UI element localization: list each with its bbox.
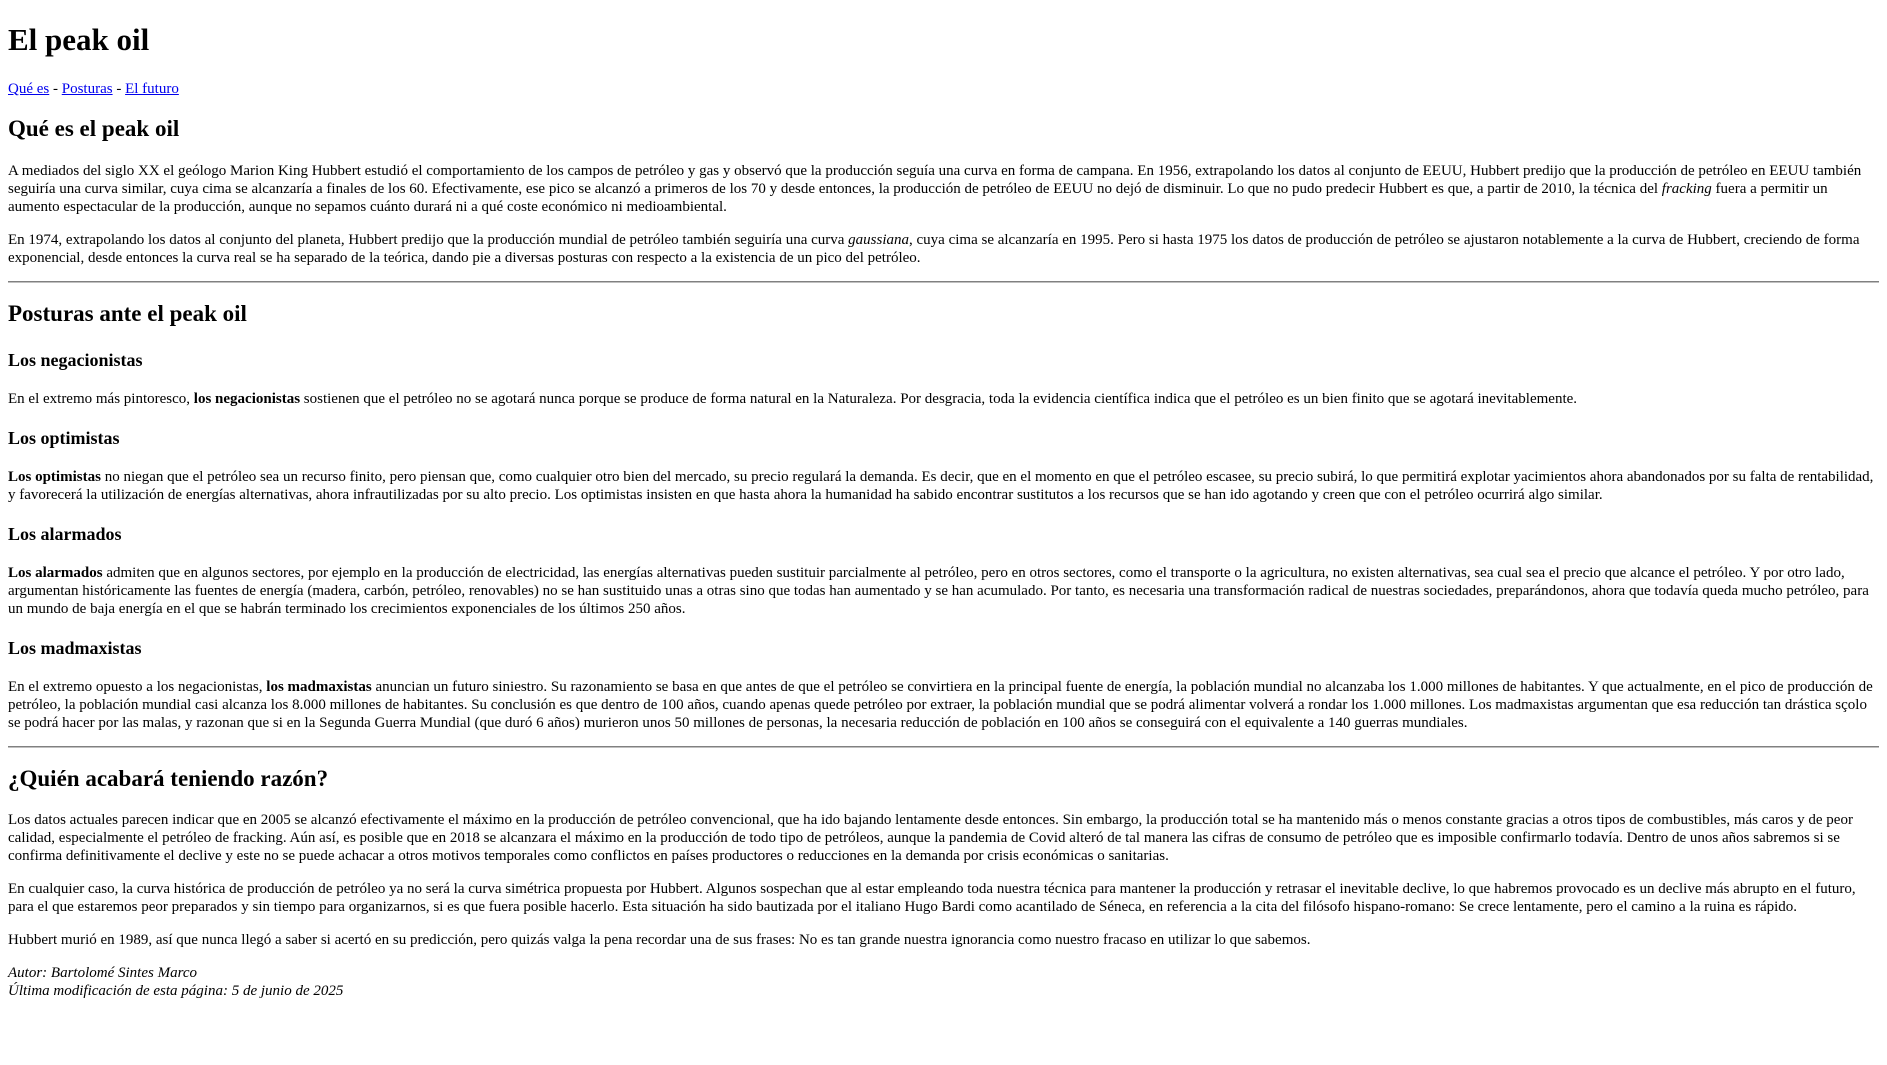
page [0, 22, 1887, 1000]
footer-last-modified: Última modificación de esta página: 5 de junio de 2025 [8, 983, 344, 999]
subheading-alarmados: Los alarmados [8, 524, 122, 544]
paragraph-future-3: Hubbert murió en 1989, así que nunca llegó a saber si acertó en su predicción, pero quizás valga la pena recordar una de sus frases: No es tan grande nuestra ignorancia como nuestro fracaso en utilizar lo que sabemos. [8, 932, 1311, 948]
page-title: El peak oil [8, 22, 150, 57]
paragraph-future-1: Los datos actuales parecen indicar que en 2005 se alcanzó efectivamente el máximo en la producción de petróleo convencional, que ha ido bajando lentamente desde entonces. Sin embargo, la producción total se ha mantenido más o menos constante gracias a otros tipos de combustibles, más caros y de peor calidad, especialmente el petróleo de fracking. Aún así, es posible que en 2018 se alcanzara el máximo en la producción de todo tipo de petróleos, aunque la pandemia de Covid alteró de tal manera las cifras de consumo de petróleo que es imposible confirmarlo todavía. Dentro de unos años sabremos si se confirma definitivamente el declive y este no se puede achacar a otros motivos temporales como conflictos en países productores o reducciones en la demanda por crisis económicas o sanitarias. [8, 812, 1853, 864]
text-span: sostienen que el petróleo no se agotará nunca porque se produce de forma natural en la Naturaleza. Por desgracia, toda la evidencia científica indica que el petróleo es un bien finito que se agotará inevitablemente. [300, 391, 1578, 407]
text-span: En 1974, extrapolando los datos al conjunto del planeta, Hubbert predijo que la producción mundial de petróleo también seguiría una curva [8, 232, 849, 248]
paragraph-what-2 [8, 231, 1879, 267]
emphasis-gaussiana: gaussiana [848, 232, 910, 248]
bold-term: Los optimistas [8, 469, 101, 485]
divider [8, 746, 1879, 748]
text-span: , cuya cima se alcanzaría en 1995. Pero si hasta 1975 los datos de producción de petróleo se ajustaron notablemente a la curva de Hubbert, creciendo de forma exponencial, desde entonces la curva real se ha separado de la teórica, dando pie a diversas posturas con respecto a la existencia de un pico del petróleo. [8, 232, 1860, 266]
section-heading-future: ¿Quién acabará teniendo razón? [8, 766, 329, 791]
subheading-optimistas: Los optimistas [8, 428, 120, 448]
text-span: A mediados del siglo XX el geólogo Marion King Hubbert estudió el comportamiento de los campos de petróleo y gas y observó que la producción seguía una curva en forma de campana. En 1956, extrapolando los datos al conjunto de EEUU, Hubbert predijo que la producción de petróleo en EEUU también seguiría una curva similar, cuya cima se alcanzaría a finales de los 60. Efectivamente, ese pico se alcanzó a primeros de los 70 y desde entonces, la producción de petróleo de EEUU no dejó de disminuir. Lo que no pudo predecir Hubbert es que, a partir de 2010, la técnica del [8, 163, 1862, 197]
section-heading-postures: Posturas ante el peak oil [8, 301, 247, 326]
text-span: no niegan que el petróleo sea un recurso finito, pero piensan que, como cualquier otro bien del mercado, su precio regulará la demanda. Es decir, que en el momento en que el petróleo escasee, su precio subirá, lo que permitirá explotar yacimientos ahora abandonados por su falta de rentabilidad, y favorecerá la utilización de energías alternativas, ahora infrautilizadas por su alto precio. Los optimistas insisten en que hasta ahora la humanidad ha sabido encontrar sustitutos a los recursos que se han ido agotando y creen que con el petróleo ocurrirá algo similar. [8, 469, 1874, 503]
nav-link-futuro[interactable]: El futuro [125, 81, 179, 97]
divider [8, 281, 1879, 283]
subheading-madmaxistas: Los madmaxistas [8, 638, 142, 658]
emphasis-fracking: fracking [1661, 181, 1712, 197]
nav-link-que-es[interactable]: Qué es [8, 81, 50, 97]
footer-author: Autor: Bartolomé Sintes Marco [8, 965, 198, 981]
footer [8, 964, 1879, 1000]
text-span: admiten que en algunos sectores, por ejemplo en la producción de electricidad, las energías alternativas pueden sustituir parcialmente al petróleo, pero en otros sectores, como el transporte o la agricultura, no existen alternativas, sea cual sea el precio que alcance el petróleo. Y por otro lado, argumentan históricamente las fuentes de energía (madera, carbón, petróleo, renovables) no se han sustituido unas a otras sino que todas han aumentado y se han acumulado. Por tanto, es necesaria una transformación radical de nuestras sociedades, preparándonos, ahora que todavía queda mucho petróleo, para un mundo de baja energía en el que se habrán terminado los crecimientos exponenciales de los últimos 250 años. [8, 565, 1869, 617]
paragraph-what-1 [8, 162, 1879, 216]
bold-term: los madmaxistas [266, 679, 372, 695]
text-span: En el extremo más pintoresco, [8, 391, 194, 407]
text-span: fuera a permitir un aumento espectacular de la producción, aunque no sepamos cuánto durará ni a qué coste económico ni medioambiental. [8, 181, 1828, 215]
bold-term: Los alarmados [8, 565, 103, 581]
subheading-negacionistas: Los negacionistas [8, 350, 143, 370]
nav-separator: - [49, 81, 62, 97]
paragraph-optimistas [8, 468, 1879, 504]
section-heading-what: Qué es el peak oil [8, 116, 180, 141]
text-span: anuncian un futuro siniestro. Su razonamiento se basa en que antes de que el petróleo se convirtiera en la principal fuente de energía, la población mundial no alcanzaba los 1.000 millones de habitantes. Y que actualmente, en el pico de producción de petróleo, la población mundial casi alcanza los 8.000 millones de habitantes. Su conclusión es que dentro de 100 años, cuando apenas quede petróleo por extraer, la población mundial que se podrá alimentar volverá a rondar los 1.000 millones. Los madmaxistas argumentan que esa reducción tan drástica sçolo se podrá hacer por las malas, y razonan que si en la Segunda Guerra Mundial (que duró 6 años) murieron unos 50 millones de personas, la necesaria reducción de población en 100 años se conseguirá con el equivalente a 140 guerras mundiales. [8, 679, 1873, 731]
nav-separator: - [112, 81, 126, 97]
paragraph-future-2: En cualquier caso, la curva histórica de producción de petróleo ya no será la curva simétrica propuesta por Hubbert. Algunos sospechan que al estar empleando toda nuestra técnica para mantener la producción y retrasar el inevitable declive, lo que habremos provocado es un declive más abrupto en el futuro, para el que estaremos peor preparados y sin tiempo para organizarnos, si es que fuera posible hacerlo. Esta situación ha sido bautizada por el italiano Hugo Bardi como acantilado de Séneca, en referencia a la cita del filósofo hispano-romano: Se crece lentamente, pero el camino a la ruina es rápido. [8, 881, 1856, 915]
nav-link-posturas[interactable]: Posturas [61, 81, 113, 97]
nav-bar [8, 80, 1879, 98]
bold-term: los negacionistas [193, 391, 301, 407]
paragraph-alarmados [8, 564, 1879, 618]
text-span: En el extremo opuesto a los negacionistas, [8, 679, 267, 695]
paragraph-negacionistas [8, 390, 1879, 408]
paragraph-madmaxistas [8, 678, 1879, 732]
